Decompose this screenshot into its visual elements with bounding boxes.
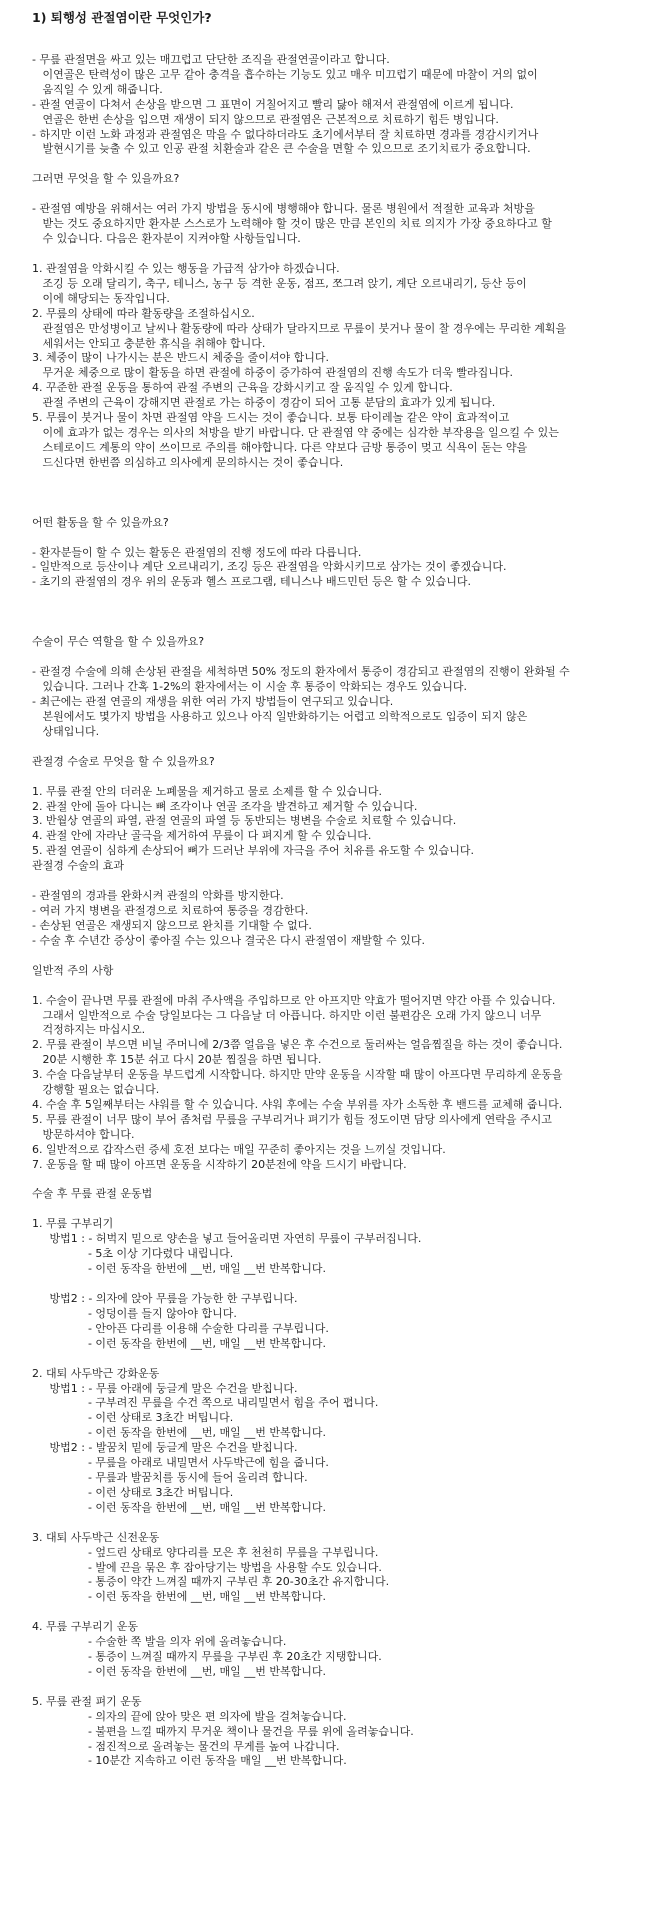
- text-line: 수 있습니다. 다음은 환자분이 지켜야할 사항들입니다.: [32, 232, 301, 246]
- text-line: 3. 반월상 연골의 파열, 관절 연골의 파열 등 동반되는 병변을 수술로 치료할 수 있습니다.: [32, 814, 457, 828]
- text-line: 방문하셔야 합니다.: [32, 1127, 135, 1141]
- text-line: - 안아픈 다리를 이용해 수술한 다리를 구부립니다.: [32, 1321, 329, 1335]
- blank-line: [32, 979, 650, 994]
- blank-line: [32, 247, 650, 262]
- section-heading: 그러면 무엇을 할 수 있을까요?: [32, 172, 180, 186]
- blank-line: [32, 590, 650, 605]
- text-line: - 관절경 수술에 의해 손상된 관절을 세척하면 50% 정도의 환자에서 통증이 경감되고 관절염의 진행이 완화될 수: [32, 665, 570, 679]
- text-line: 2. 관절 안에 돌아 다니는 뼈 조각이나 연골 조각을 발견하고 제거할 수 있습니다.: [32, 799, 418, 813]
- text-line: - 수술 후 수년간 증상이 좋아질 수는 있으나 결국은 다시 관절염이 재발할 수 있다.: [32, 933, 425, 947]
- text-line: - 이런 동작을 한번에 __번, 매일 __번 반복합니다.: [32, 1664, 327, 1678]
- text-line: 이에 효과가 없는 경우는 의사의 처방을 받기 바랍니다. 단 관절염 약 중에는 심각한 부작용을 일으킬 수 있는: [32, 425, 559, 439]
- text-line: 2. 무릎의 상태에 따라 활동량을 조절하십시오.: [32, 306, 255, 320]
- blank-line: [32, 770, 650, 785]
- text-line: - 이런 동작을 한번에 __번, 매일 __번 반복합니다.: [32, 1426, 327, 1440]
- text-line: - 이런 동작을 한번에 __번, 매일 __번 반복합니다.: [32, 1590, 327, 1604]
- text-line: - 발에 끈을 묶은 후 잡아당기는 방법을 사용할 수도 있습니다.: [32, 1560, 382, 1574]
- text-line: - 여러 가지 병변을 관절경으로 치료하여 통증을 경감한다.: [32, 903, 309, 917]
- text-line: 방법1 : - 허벅지 밑으로 양손을 넣고 들어올리면 자연히 무릎이 구부러집니다.: [32, 1232, 422, 1246]
- blank-line: [32, 605, 650, 620]
- text-line: - 이런 상태로 3초간 버팁니다.: [32, 1485, 234, 1499]
- text-line: 4. 관절 안에 자라난 골극을 제거하여 무릎이 다 펴지게 할 수 있습니다.: [32, 829, 372, 843]
- text-line: - 이런 동작을 한번에 __번, 매일 __번 반복합니다.: [32, 1262, 327, 1276]
- text-line: - 점진적으로 올려놓는 물건의 무게를 높여 나갑니다.: [32, 1739, 340, 1753]
- section-heading: 관절경 수술의 효과: [32, 859, 125, 873]
- text-line: 방법1 : - 무릎 아래에 둥글게 말은 수건을 받칩니다.: [32, 1381, 298, 1395]
- text-line: - 10분간 지속하고 이런 동작을 매일 __번 반복합니다.: [32, 1754, 347, 1768]
- text-line: - 무릎을 아래로 내밀면서 사두박근에 힘을 줍니다.: [32, 1456, 329, 1470]
- text-line: 4. 무릎 구부리기 운동: [32, 1620, 138, 1634]
- text-line: 이에 해당되는 동작입니다.: [32, 291, 170, 305]
- blank-line: [32, 471, 650, 486]
- text-line: 1. 무릎 구부리기: [32, 1217, 114, 1231]
- text-line: 4. 수술 후 5일째부터는 샤워를 할 수 있습니다. 샤워 후에는 수술 부위를 자가 소독한 후 밴드를 교체해 줍니다.: [32, 1097, 563, 1111]
- blank-line: [32, 949, 650, 964]
- text-line: 관절 주변의 근육이 강해지면 관절로 가는 하중이 경감이 되어 고통 분담의 효과가 있게 됩니다.: [32, 396, 496, 410]
- text-line: 걱정하지는 마십시오.: [32, 1023, 146, 1037]
- text-line: 무거운 체중으로 많이 활동을 하면 관절에 하중이 증가하여 관절염의 진행 속도가 더욱 빨라집니다.: [32, 366, 513, 380]
- text-line: - 관절 연골이 다쳐서 손상을 받으면 그 표면이 거칠어지고 빨리 닳아 해져서 관절염에 이르게 됩니다.: [32, 97, 514, 111]
- blank-line: [32, 1172, 650, 1187]
- text-line: 7. 운동을 할 때 많이 아프면 운동을 시작하기 20분전에 약을 드시기 바랍니다.: [32, 1157, 407, 1171]
- blank-line: [32, 650, 650, 665]
- section-heading: 수술이 무슨 역할을 할 수 있을까요?: [32, 635, 205, 649]
- text-line: - 불편을 느낄 때까지 무거운 책이나 물건을 무릎 위에 올려놓습니다.: [32, 1724, 414, 1738]
- blank-line: [32, 187, 650, 202]
- text-line: - 의자의 끝에 앉아 맞은 편 의자에 발을 걸쳐놓습니다.: [32, 1709, 347, 1723]
- section-heading: 수술 후 무릎 관절 운동법: [32, 1187, 153, 1201]
- text-line: 4. 꾸준한 관절 운동을 통하여 관절 주변의 근육을 강화시키고 잘 움직일 수 있게 합니다.: [32, 381, 453, 395]
- text-line: - 통증이 약간 느껴질 때까지 구부린 후 20-30초간 유지합니다.: [32, 1575, 390, 1589]
- text-line: - 이런 상태로 3초간 버팁니다.: [32, 1411, 234, 1425]
- text-line: - 통증이 느껴질 때까지 무릎을 구부린 후 20초간 지탱합니다.: [32, 1650, 382, 1664]
- text-line: - 구부려진 무릎을 수건 쪽으로 내리밀면서 힘을 주어 폅니다.: [32, 1396, 379, 1410]
- text-line: - 이런 동작을 한번에 __번, 매일 __번 반복합니다.: [32, 1336, 327, 1350]
- text-line: 1. 관절염을 악화시킬 수 있는 행동을 가급적 삼가야 하겠습니다.: [32, 261, 340, 275]
- text-line: - 초기의 관절염의 경우 위의 운동과 헬스 프로그램, 테니스나 배드민턴 등은 할 수 있습니다.: [32, 575, 471, 589]
- blank-line: [32, 1202, 650, 1217]
- text-line: - 수술한 쪽 발을 의자 위에 올려놓습니다.: [32, 1635, 287, 1649]
- blank-line: [32, 157, 650, 172]
- text-line: 20분 시행한 후 15분 쉬고 다시 20분 찜질을 하면 됩니다.: [32, 1053, 322, 1067]
- blank-line: [32, 740, 650, 755]
- text-line: - 이런 동작을 한번에 __번, 매일 __번 반복합니다.: [32, 1500, 327, 1514]
- text-line: 상태입니다.: [32, 724, 100, 738]
- text-line: - 무릎과 발꿈치를 동시에 들어 올리려 합니다.: [32, 1470, 308, 1484]
- blank-line: [32, 501, 650, 516]
- text-line: 6. 일반적으로 갑작스런 증세 호전 보다는 매일 꾸준히 좋아지는 것을 느끼실 것입니다.: [32, 1142, 446, 1156]
- text-line: 있습니다. 그러나 간혹 1-2%의 환자에서는 이 시술 후 통증이 악화되는 경우도 있습니다.: [32, 680, 468, 694]
- section-heading: 일반적 주의 사항: [32, 963, 114, 977]
- blank-line: [32, 1605, 650, 1620]
- text-line: 움직일 수 있게 해줍니다.: [32, 82, 163, 96]
- text-line: 관절염은 만성병이고 날씨나 활동량에 따라 상태가 달라지므로 무릎이 붓거나 물이 찰 경우에는 무리한 계획을: [32, 321, 567, 335]
- blank-line: [32, 531, 650, 546]
- text-line: - 관절염 예방을 위해서는 여러 가지 방법을 동시에 병행해야 합니다. 물론 병원에서 적절한 교육과 처방을: [32, 202, 535, 216]
- text-line: - 엉덩이를 들지 않아야 합니다.: [32, 1306, 237, 1320]
- text-line: 3. 수술 다음날부터 운동을 부드럽게 시작합니다. 하지만 만약 운동을 시작할 때 많이 아프다면 무리하게 운동을: [32, 1068, 563, 1082]
- blank-line: [32, 1680, 650, 1695]
- text-line: 본원에서도 몇가지 방법을 사용하고 있으나 아직 일반화하기는 어렵고 의학적으로도 입증이 되지 않은: [32, 709, 528, 723]
- text-line: 2. 무릎 관절이 부으면 비닐 주머니에 2/3쯤 얼음을 넣은 후 수건으로 둘러싸는 얼음찜질을 하는 것이 좋습니다.: [32, 1038, 563, 1052]
- blank-line: [32, 620, 650, 635]
- text-line: 발현시기를 늦출 수 있고 인공 관절 치환술과 같은 큰 수술을 면할 수 있으므로 조기치료가 중요합니다.: [32, 142, 531, 156]
- text-line: 스테로이드 계통의 약이 쓰이므로 주의를 해야합니다. 다른 약보다 금방 통증이 멎고 식욕이 돋는 약을: [32, 440, 528, 454]
- text-line: 연골은 한번 손상을 입으면 재생이 되지 않으므로 관절염은 근본적으로 치료하기 힘든 병입니다.: [32, 112, 499, 126]
- text-line: - 엎드린 상태로 양다리를 모은 후 천천히 무릎을 구부립니다.: [32, 1545, 379, 1559]
- blank-line: [32, 874, 650, 889]
- text-line: - 하지만 이런 노화 과정과 관절염은 막을 수 없다하더라도 초기에서부터 잘 치료하면 경과를 경감시키거나: [32, 127, 539, 141]
- text-line: 이연골은 탄력성이 많은 고무 같아 충격을 흡수하는 기능도 있고 매우 미끄럽기 때문에 마찰이 거의 없이: [32, 67, 538, 81]
- text-line: - 무릎 관절면을 싸고 있는 매끄럽고 단단한 조직을 관절연골이라고 합니다.: [32, 53, 390, 66]
- blank-line: [32, 1516, 650, 1531]
- text-line: 방법2 : - 의자에 앉아 무릎을 가능한 한 구부립니다.: [32, 1292, 298, 1305]
- document-title: 1) 퇴행성 관절염이란 무엇인가?: [32, 10, 212, 25]
- blank-line: [32, 486, 650, 501]
- text-line: 3. 대퇴 사두박근 신전운동: [32, 1530, 160, 1544]
- blank-line: [32, 1352, 650, 1367]
- text-line: - 일반적으로 등산이나 계단 오르내리기, 조깅 등은 관절염을 악화시키므로 삼가는 것이 좋겠습니다.: [32, 560, 507, 574]
- text-line: - 최근에는 관절 연골의 재생을 위한 여러 가지 방법들이 연구되고 있습니다.: [32, 695, 394, 708]
- text-line: 강행할 필요는 없습니다.: [32, 1083, 160, 1097]
- text-line: 방법2 : - 발꿈치 밑에 둥글게 말은 수건을 받칩니다.: [32, 1441, 298, 1455]
- text-line: 세워서는 안되고 충분한 휴식을 취해야 합니다.: [32, 336, 266, 350]
- blank-line: [32, 1277, 650, 1292]
- text-line: - 환자분들이 할 수 있는 활동은 관절염의 진행 정도에 따라 다릅니다.: [32, 545, 362, 559]
- text-line: 조깅 등 오래 달리기, 축구, 테니스, 농구 등 격한 운동, 점프, 쪼그려 앉기, 계단 오르내리기, 등산 등이: [32, 276, 527, 290]
- text-line: - 관절염의 경과를 완화시켜 관절의 악화를 방지한다.: [32, 889, 284, 903]
- text-line: 드신다면 한번쯤 의심하고 의사에게 문의하시는 것이 좋습니다.: [32, 455, 344, 469]
- text-line: 3. 체중이 많이 나가시는 분은 반드시 체중을 줄이셔야 합니다.: [32, 351, 329, 365]
- text-line: 5. 무릎 관절 펴기 운동: [32, 1694, 142, 1708]
- text-line: 2. 대퇴 사두박근 강화운동: [32, 1366, 160, 1380]
- text-line: 1. 수술이 끝나면 무릎 관절에 마취 주사액을 주입하므로 안 아프지만 약효가 떨어지면 약간 아플 수 있습니다.: [32, 993, 556, 1007]
- text-line: 1. 무릎 관절 안의 더러운 노폐물을 제거하고 물로 소제를 할 수 있습니다.: [32, 784, 382, 798]
- text-line: - 5초 이상 기다렸다 내립니다.: [32, 1247, 234, 1261]
- section-heading: 어떤 활동을 할 수 있을까요?: [32, 515, 169, 529]
- text-line: 5. 무릎이 붓거나 물이 차면 관절염 약을 드시는 것이 좋습니다. 보통 타이레놀 같은 약이 효과적이고: [32, 411, 510, 425]
- section-heading: 관절경 수술로 무엇을 할 수 있을까요?: [32, 754, 215, 768]
- text-line: 받는 것도 중요하지만 환자분 스스로가 노력해야 할 것이 많은 만큼 본인의 치료 의지가 가장 중요하다고 할: [32, 217, 552, 231]
- text-line: - 손상된 연골은 재생되지 않으므로 완치를 기대할 수 없다.: [32, 918, 312, 932]
- text-line: 5. 관절 연골이 심하게 손상되어 뼈가 드러난 부위에 자극을 주어 치유를 유도할 수 있습니다.: [32, 844, 474, 858]
- text-line: 그래서 일반적으로 수술 당일보다는 그 다음날 더 아픕니다. 하지만 이런 불편감은 오래 가지 않으니 너무: [32, 1008, 542, 1022]
- text-line: 5. 무릎 관절이 너무 많이 부어 좀처럼 무릎을 구부리거나 펴기가 힘들 정도이면 담당 의사에게 연락을 주시고: [32, 1112, 552, 1126]
